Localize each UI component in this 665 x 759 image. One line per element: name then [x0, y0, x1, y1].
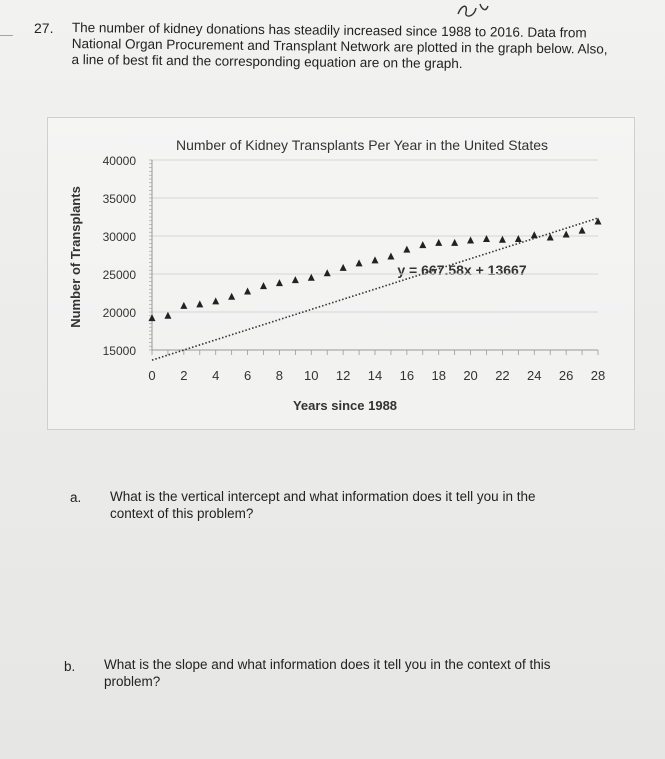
- trendline-dotted: [152, 218, 598, 360]
- x-axis-label: Years since 1988: [292, 398, 398, 413]
- x-tick-label: 18: [431, 368, 446, 383]
- data-point-triangle: [260, 282, 267, 289]
- data-point-triangle: [531, 231, 538, 238]
- x-tick-label: 28: [590, 368, 606, 383]
- grid: [152, 160, 598, 350]
- y-tick-label: 35000: [102, 192, 136, 206]
- y-tick-label: 20000: [102, 306, 136, 320]
- data-point-triangle: [292, 276, 299, 283]
- x-tick-label: 16: [399, 368, 415, 383]
- data-point-triangle: [180, 302, 187, 309]
- data-point-triangle: [499, 236, 506, 243]
- data-point-triangle: [435, 239, 442, 246]
- part-a-question: What is the vertical intercept and what information does it tell you in the context of this problem?: [110, 489, 536, 521]
- data-point-triangle: [212, 297, 219, 304]
- data-point-triangle: [547, 234, 554, 241]
- data-point-triangle: [164, 312, 171, 319]
- margin-mark: —: [0, 27, 13, 42]
- data-point-triangle: [563, 230, 570, 237]
- y-tick-label: 40000: [102, 154, 136, 168]
- x-tick-label: 4: [212, 368, 220, 383]
- x-tick-label: 10: [304, 368, 319, 383]
- part-b-question: What is the slope and what information does it tell you in the context of this problem?: [104, 657, 551, 689]
- axes: [103, 154, 606, 383]
- x-tick-label: 20: [463, 368, 478, 383]
- data-point-triangle: [149, 314, 156, 321]
- data-point-triangle: [276, 279, 283, 286]
- data-point-triangle: [228, 293, 235, 300]
- data-point-triangle: [308, 274, 315, 281]
- x-tick-label: 6: [243, 368, 252, 383]
- trendline-equation: y = 667.58x + 13667: [397, 262, 527, 278]
- x-tick-label: 22: [495, 368, 510, 383]
- data-point-triangle: [579, 227, 586, 234]
- y-tick-label: 25000: [102, 268, 136, 282]
- data-points: [149, 218, 602, 322]
- y-axis-label: Number of Transplants: [68, 186, 83, 328]
- data-point-triangle: [403, 246, 410, 253]
- x-tick-label: 0: [148, 368, 156, 383]
- data-point-triangle: [372, 256, 379, 263]
- data-point-triangle: [419, 241, 426, 248]
- data-point-triangle: [324, 269, 331, 276]
- data-point-triangle: [467, 237, 474, 244]
- part-a-letter: a.: [70, 490, 82, 505]
- part-b-letter: b.: [64, 659, 76, 674]
- x-tick-label: 2: [180, 368, 188, 383]
- x-tick-label: 26: [558, 368, 574, 383]
- x-tick-label: 24: [527, 368, 542, 383]
- question-text: The number of kidney donations has steadily increased since 1988 to 2016. Data from National Organ Procurement and Transplant Network are plotted in the graph below. Also, a line of best fit and the corresponding equation are on the graph.: [71, 20, 608, 72]
- data-point-triangle: [196, 300, 203, 307]
- chart-title: Number of Kidney Transplants Per Year in the United States: [176, 137, 548, 153]
- x-tick-label: 12: [335, 368, 351, 383]
- data-point-triangle: [356, 259, 363, 266]
- data-point-triangle: [244, 287, 251, 294]
- y-tick-label: 30000: [102, 230, 136, 244]
- x-tick-label: 8: [275, 368, 284, 383]
- question-number: 27.: [34, 20, 54, 36]
- data-point-triangle: [387, 253, 394, 260]
- data-point-triangle: [340, 264, 347, 271]
- trendline: [152, 218, 598, 360]
- x-tick-label: 14: [367, 368, 383, 383]
- y-tick-label: 15000: [102, 344, 136, 358]
- data-point-triangle: [451, 239, 458, 246]
